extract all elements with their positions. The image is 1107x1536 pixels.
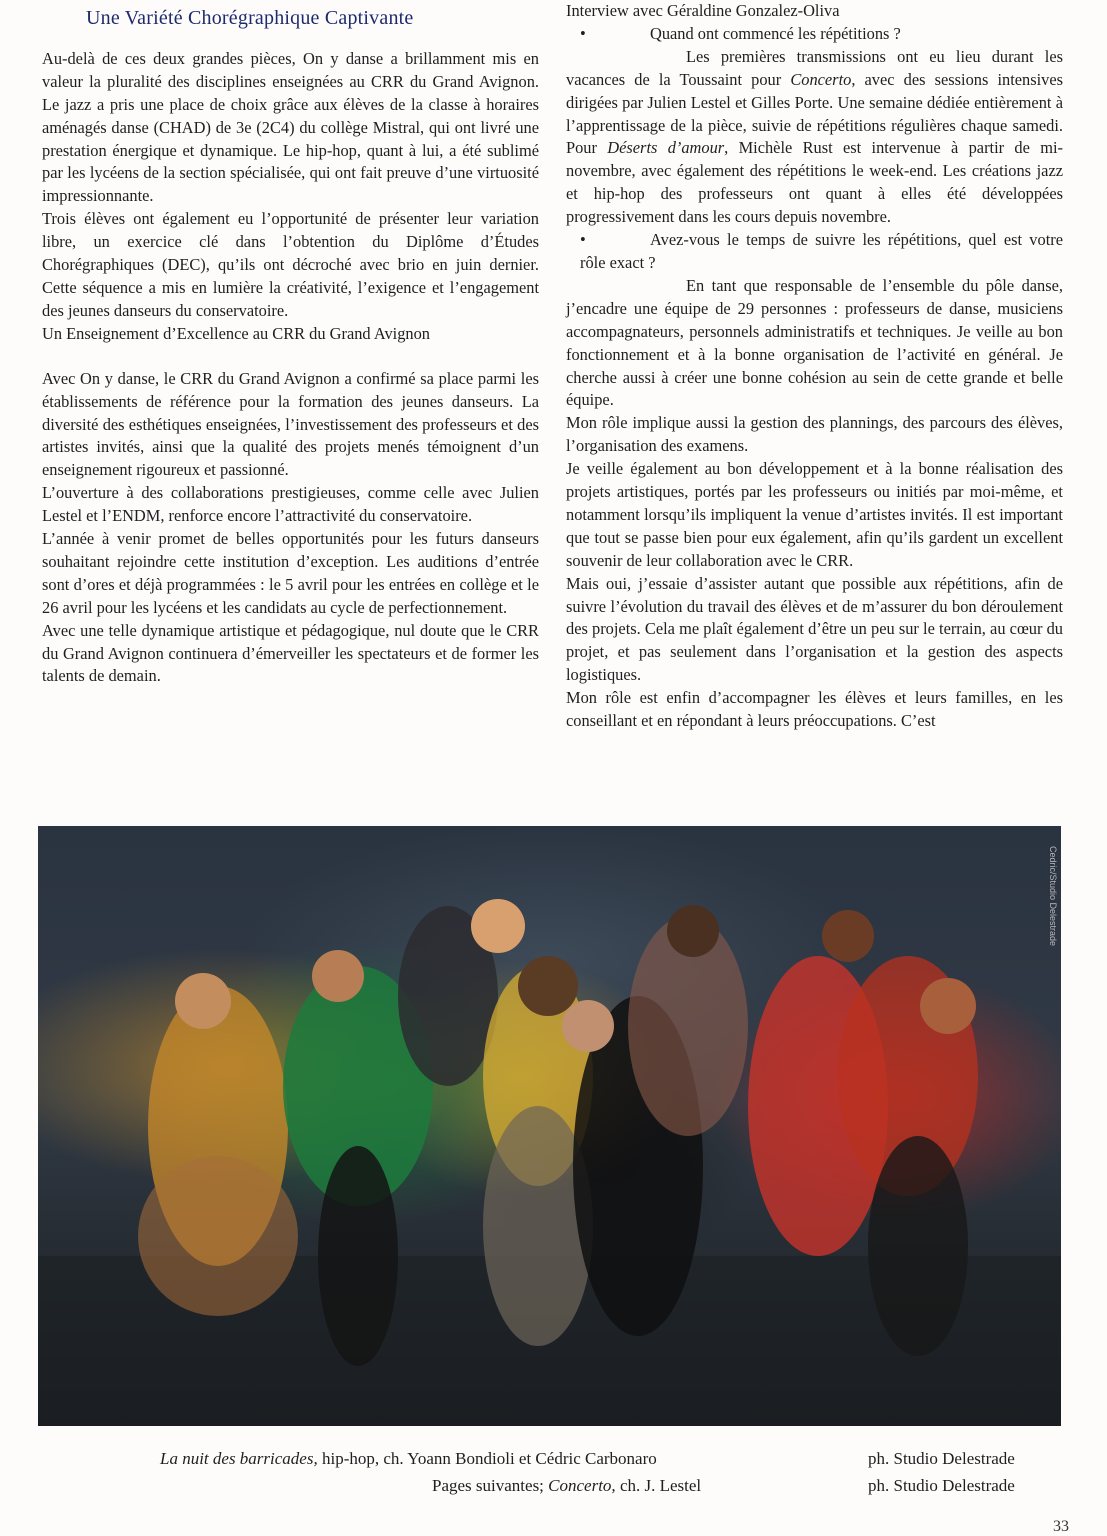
- answer-text: Les premières transmissions ont eu lieu durant les vacances de la Toussaint pour: [566, 46, 1063, 89]
- article-headline: Une Variété Chorégraphique Captivante: [86, 7, 414, 29]
- caption-text: Pages suivantes;: [432, 1476, 549, 1495]
- bullet: •: [580, 230, 586, 250]
- interview-answer: [566, 46, 1063, 229]
- paragraph: Mais oui, j’essaie d’assister autant que possible aux répétitions, afin de suivre l’évolution du travail des élèves et de m’assurer du bon déroulement des projets. Cela me plaît également d’être un peu sur le terrain, au cœur du projet, et pas seulement dans l’organisation et la gestion des aspects logistiques.: [566, 573, 1063, 685]
- dance-performance-photo: [38, 826, 1061, 1426]
- dancers-illustration: [38, 826, 1061, 1426]
- paragraph: Avec une telle dynamique artistique et pédagogique, nul doute que le CRR du Grand Avignon continuera d’émerveiller les spectateurs et de former les talents de demain.: [42, 620, 539, 686]
- paragraph: Mon rôle est enfin d’accompagner les élèves et leurs familles, en les conseillant et en répondant à leurs préoccupations. C’est: [566, 688, 1063, 731]
- interview-question: [566, 23, 1063, 46]
- caption-text: ch. J. Lestel: [615, 1476, 702, 1495]
- work-title: Concerto: [790, 69, 852, 89]
- photo-credit: ph. Studio Delestrade: [868, 1476, 1015, 1495]
- work-title: Déserts d’amour: [607, 138, 725, 158]
- interview-title: Interview avec Géraldine Gonzalez-Oliva: [566, 1, 840, 20]
- paragraph: L’ouverture à des collaborations prestigieuses, comme celle avec Julien Lestel et l’ENDM, renforce encore l’attractivité du conservatoire.: [42, 483, 539, 526]
- answer-text: , avec des sessions intensives dirigées par Julien Lestel et Gilles Porte. Une semaine dédiée entièrement à l’apprentissage de la pièce, suivie de répétitions régulières chaque samedi. Pour: [566, 69, 1063, 158]
- right-column: [566, 0, 1063, 733]
- photo-caption: [432, 1474, 701, 1498]
- page-number: 33: [1053, 1518, 1069, 1535]
- bullet: •: [580, 23, 586, 43]
- paragraph: Au-delà de ces deux grandes pièces, On y danse a brillamment mis en valeur la pluralité des disciplines enseignées au CRR du Grand Avignon. Le jazz a pris une place de choix grâce aux élèves de la classe à horaires aménagés danse (CHAD) de 3e (2C4) du collège Mistral, qui ont livré une prestation énergique et dynamique. Le hip-hop, quant à lui, a été sublimé par les lycéens de la section spécialisée, qui ont fait preuve d’une virtuosité impressionnante.: [42, 48, 539, 206]
- work-title: Concerto,: [548, 1476, 616, 1495]
- work-title: La nuit des barricades,: [160, 1449, 318, 1468]
- answer-text: , Michèle Rust est intervenue à partir de mi-novembre, avec également des répétitions le week-end. Les créations jazz et hip-hop des professeurs ont quant à elles été développées progressivement dans les cours depuis novembre.: [566, 138, 1063, 227]
- interview-answer: En tant que responsable de l’ensemble du pôle danse, j’encadre une équipe de 29 personnes : professeurs de danse, musiciens accompagnateurs, personnels administratifs et techniques. Je veille au bon fonctionnement et à la bonne organisation de l’activité en général. Je cherche aussi à créer une bonne cohésion au sein de cette grande et belle équipe.: [566, 275, 1063, 410]
- section-subheading: Un Enseignement d’Excellence au CRR du Grand Avignon: [42, 323, 430, 343]
- photo-caption: [160, 1447, 657, 1471]
- photo-credit-vertical: Cedric/Studio Delestrade: [1048, 846, 1058, 947]
- photo-credit: ph. Studio Delestrade: [868, 1449, 1015, 1468]
- caption-text: hip-hop, ch. Yoann Bondioli et Cédric Carbonaro: [317, 1449, 657, 1468]
- paragraph: Avec On y danse, le CRR du Grand Avignon a confirmé sa place parmi les établissements de référence pour la formation des jeunes danseurs. La diversité des esthétiques enseignées, l’investissement des professeurs et des artistes invités, ainsi que la qualité des projets menés témoignent d’un enseignement rigoureux et passionné.: [42, 368, 539, 480]
- paragraph: Mon rôle implique aussi la gestion des plannings, des parcours des élèves, l’organisation des examens.: [566, 413, 1063, 456]
- interview-question: [566, 229, 1063, 275]
- question-text: Avez-vous le temps de suivre les répétitions, quel est votre rôle exact ?: [580, 230, 1063, 272]
- paragraph: Trois élèves ont également eu l’opportunité de présenter leur variation libre, un exercice clé dans l’obtention du Diplôme d’Études Chorégraphiques (DEC), qu’ils ont décroché avec brio en juin dernier. Cette séquence a mis en lumière la créativité, l’exigence et l’engagement des jeunes danseurs du conservatoire.: [42, 209, 539, 320]
- left-column: [42, 0, 539, 688]
- paragraph: L’année à venir promet de belles opportunités pour les futurs danseurs souhaitant rejoindre cette institution d’exception. Les auditions d’entrée sont d’ores et déjà programmées : le 5 avril pour les entrées en collège et le 26 avril pour les lycéens et les candidats au cycle de perfectionnement.: [42, 529, 539, 617]
- paragraph: Je veille également au bon développement et à la bonne réalisation des projets artistiques, portés par les professeurs ou initiés par moi-même, et notamment lorsqu’ils impliquent la venue d’artistes invités. Il est important que tout se passe bien pour eux également, afin qu’ils gardent un excellent souvenir de leur collaboration avec le CRR.: [566, 459, 1063, 570]
- question-text: Quand ont commencé les répétitions ?: [650, 23, 901, 43]
